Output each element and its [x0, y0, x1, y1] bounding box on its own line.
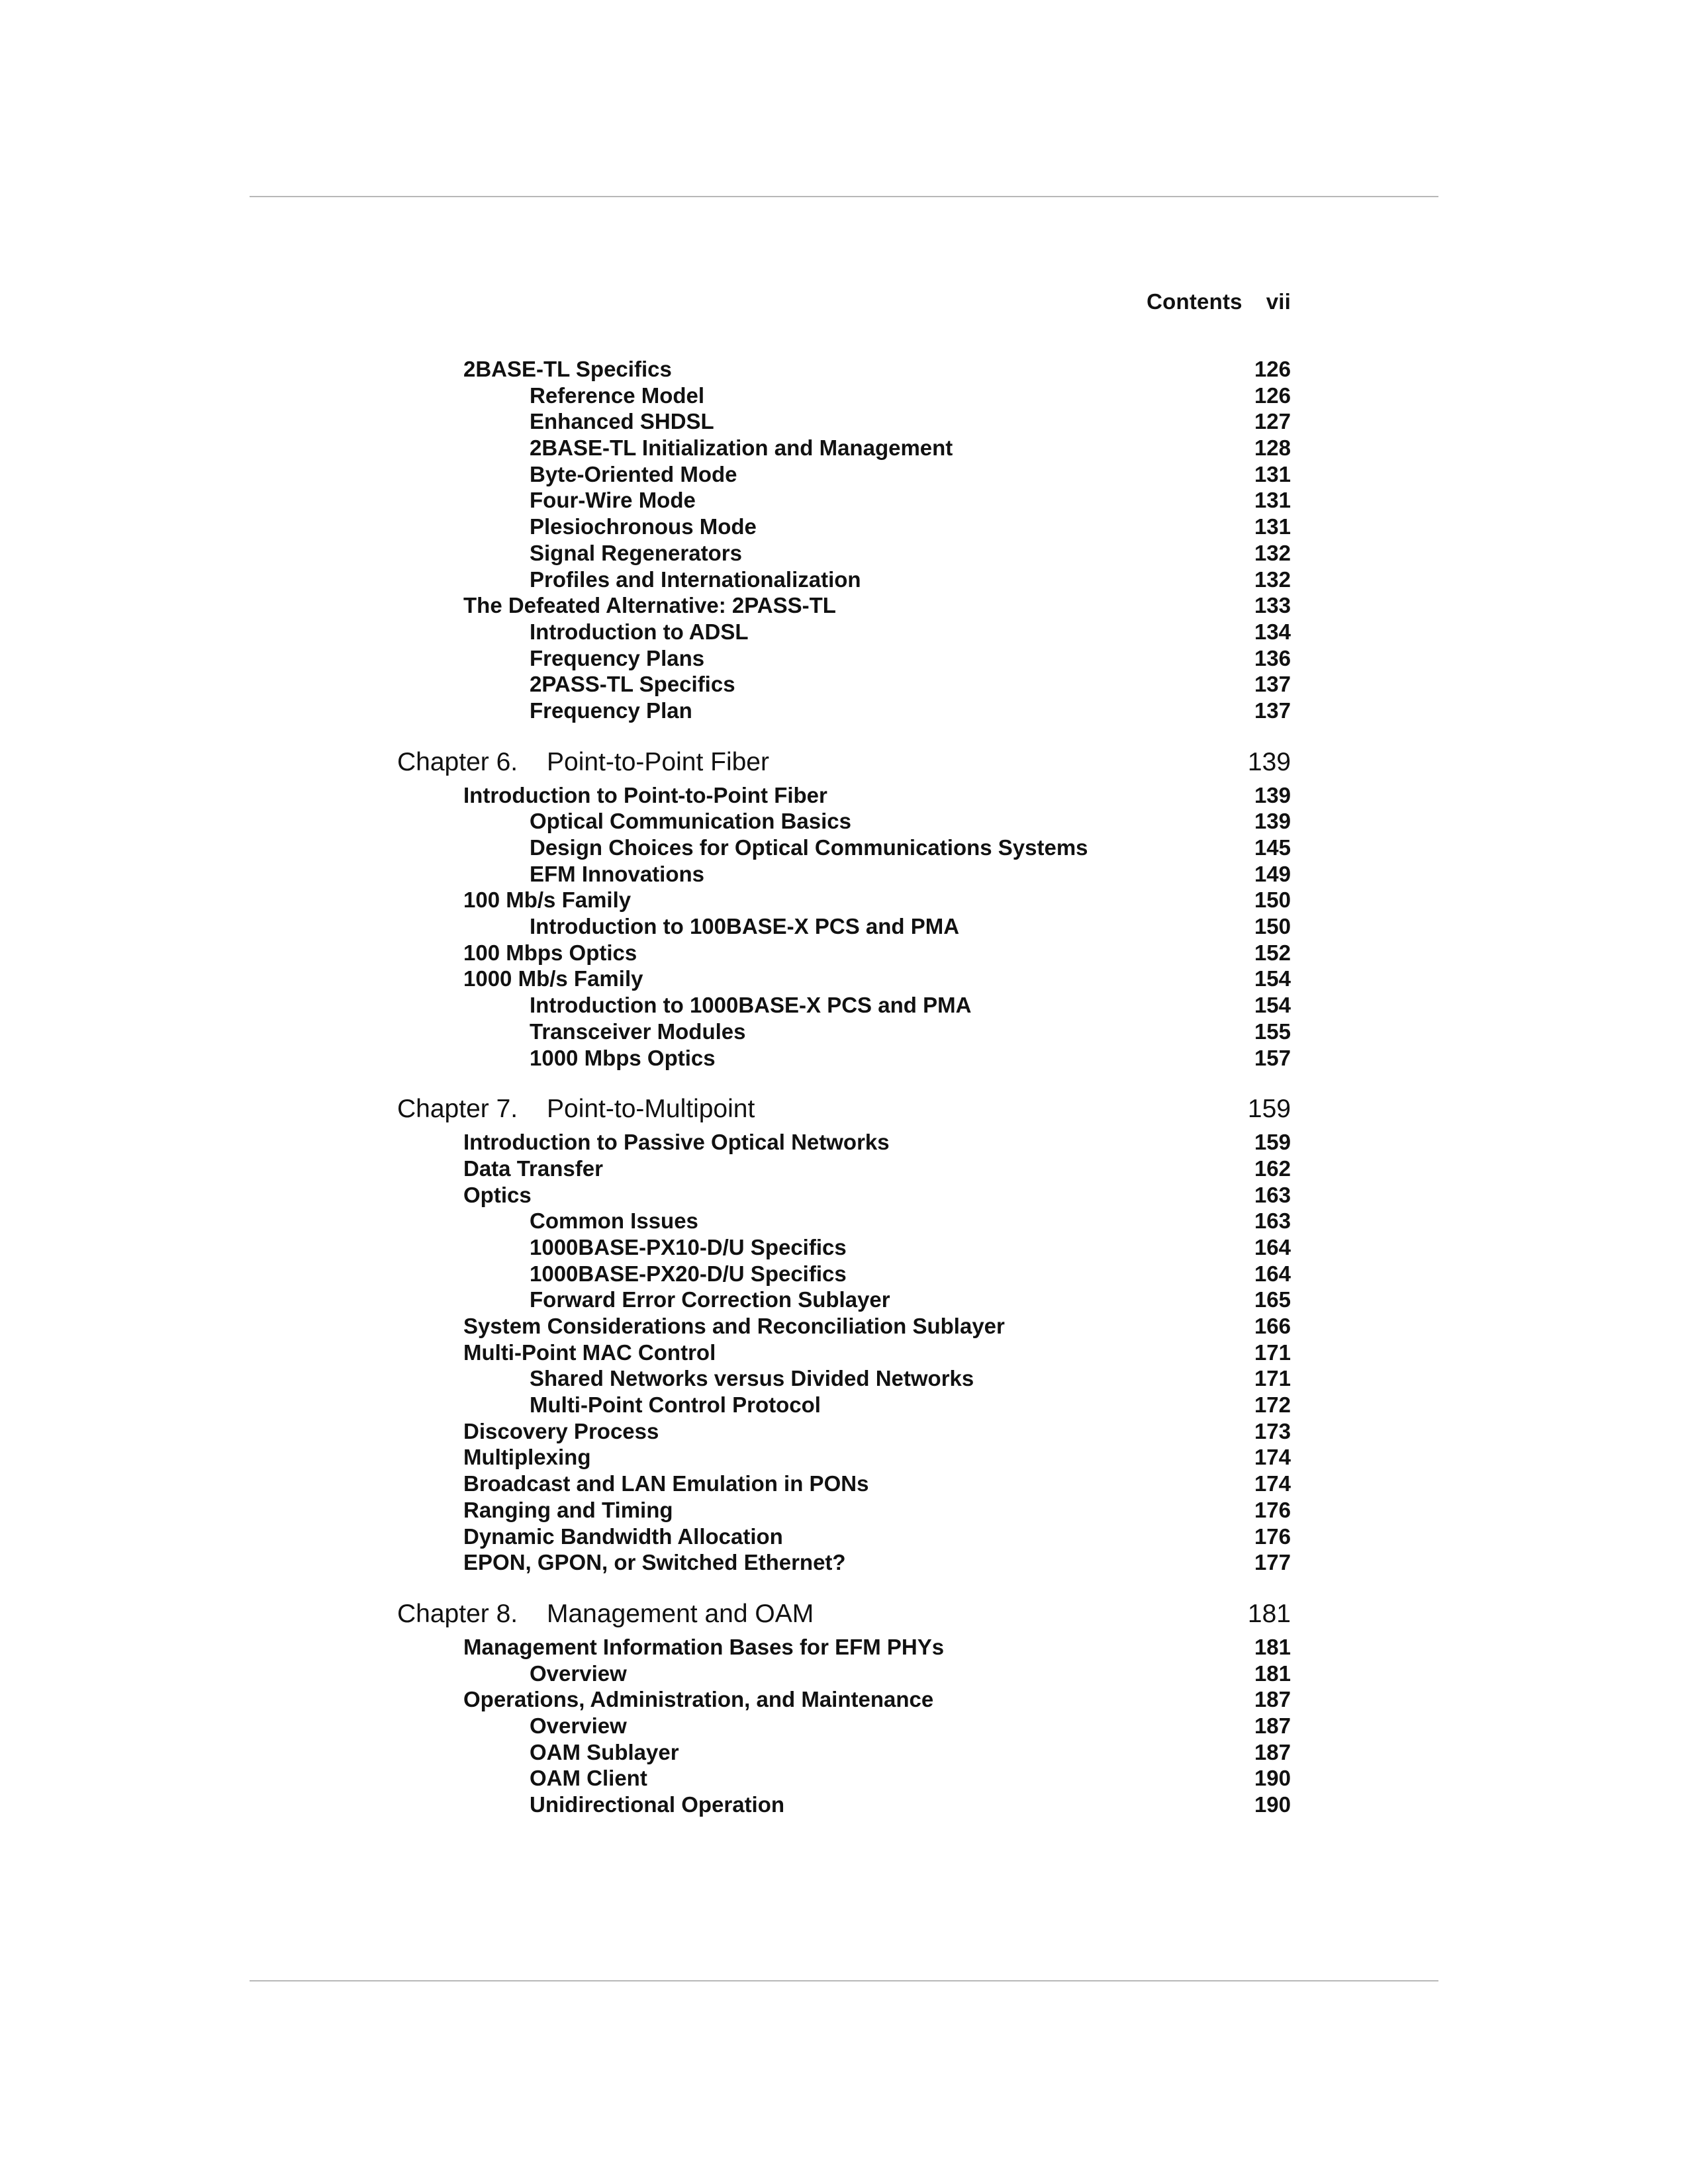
running-head-page-number: vii — [1266, 289, 1291, 314]
chapter-number: Chapter 8. — [397, 1599, 518, 1628]
toc-entry-title: Optics — [463, 1182, 532, 1207]
toc-entry-section[interactable] — [0, 1129, 1688, 1156]
toc-entry-title: Frequency Plans — [530, 645, 705, 670]
toc-entry-title: OAM Client — [530, 1766, 647, 1791]
top-rule — [250, 196, 1438, 197]
toc-entry-title: Four-Wire Mode — [530, 488, 696, 513]
toc-entry-page-number: 163 — [1254, 1208, 1291, 1234]
toc-entry-page-number: 177 — [1254, 1550, 1291, 1575]
toc-entry-page-number: 187 — [1254, 1739, 1291, 1764]
toc-entry-subsection[interactable] — [0, 808, 1688, 835]
toc-entry-title: Design Choices for Optical Communications Systems — [530, 835, 1088, 860]
toc-entry-section[interactable] — [0, 1634, 1688, 1661]
toc-entry-page-number: 132 — [1254, 540, 1291, 565]
toc-entry-subsection[interactable] — [0, 1208, 1688, 1234]
chapter-page-number: 159 — [1247, 1095, 1291, 1124]
toc-entry-page-number: 176 — [1254, 1497, 1291, 1522]
toc-entry-page-number: 133 — [1254, 593, 1291, 618]
table-of-contents — [0, 356, 1688, 1818]
chapter-page-number: 139 — [1247, 747, 1291, 776]
toc-entry-page-number: 187 — [1254, 1713, 1291, 1738]
toc-entry-page-number: 131 — [1254, 488, 1291, 513]
toc-entry-section[interactable] — [0, 966, 1688, 992]
toc-entry-title: EPON, GPON, or Switched Ethernet? — [463, 1550, 846, 1575]
chapter-heading[interactable] — [0, 1596, 1688, 1632]
toc-entry-page-number: 150 — [1254, 887, 1291, 913]
toc-entry-page-number: 145 — [1254, 835, 1291, 860]
toc-entry-subsection[interactable] — [0, 992, 1688, 1019]
toc-entry-page-number: 134 — [1254, 619, 1291, 644]
toc-entry-subsection[interactable] — [0, 1392, 1688, 1418]
toc-entry-title: Introduction to Point-to-Point Fiber — [463, 782, 827, 807]
toc-entry-title: Ranging and Timing — [463, 1497, 673, 1522]
toc-entry-page-number: 149 — [1254, 861, 1291, 886]
toc-entry-subsection[interactable] — [0, 1287, 1688, 1313]
toc-entry-subsection[interactable] — [0, 408, 1688, 435]
toc-entry-page-number: 176 — [1254, 1524, 1291, 1549]
toc-entry-subsection[interactable] — [0, 619, 1688, 645]
toc-entry-subsection[interactable] — [0, 1765, 1688, 1792]
toc-entry-title: 1000BASE-PX10-D/U Specifics — [530, 1234, 847, 1259]
toc-entry-section[interactable] — [0, 1340, 1688, 1366]
toc-entry-page-number: 171 — [1254, 1366, 1291, 1391]
toc-entry-title: Common Issues — [530, 1208, 698, 1234]
toc-entry-subsection[interactable] — [0, 698, 1688, 724]
toc-entry-page-number: 163 — [1254, 1182, 1291, 1207]
chapter-section — [0, 1091, 1688, 1576]
chapter-heading[interactable] — [0, 1091, 1688, 1127]
toc-entry-page-number: 157 — [1254, 1045, 1291, 1070]
toc-entry-page-number: 136 — [1254, 645, 1291, 670]
toc-entry-section[interactable] — [0, 887, 1688, 913]
continued-section — [0, 356, 1688, 724]
toc-entry-page-number: 131 — [1254, 461, 1291, 486]
toc-entry-title: Discovery Process — [463, 1418, 659, 1443]
toc-entry-page-number: 165 — [1254, 1287, 1291, 1312]
toc-entry-page-number: 139 — [1254, 782, 1291, 807]
toc-entry-title: Plesiochronous Mode — [530, 514, 757, 539]
toc-entry-title: Broadcast and LAN Emulation in PONs — [463, 1471, 869, 1496]
toc-entry-title: Frequency Plan — [530, 698, 692, 723]
toc-entry-page-number: 154 — [1254, 993, 1291, 1018]
toc-entry-title: 2BASE-TL Specifics — [463, 357, 672, 381]
toc-entry-title: Introduction to Passive Optical Networks — [463, 1130, 890, 1155]
toc-entry-title: Dynamic Bandwidth Allocation — [463, 1524, 783, 1549]
chapter-heading[interactable] — [0, 745, 1688, 780]
toc-entry-title: The Defeated Alternative: 2PASS-TL — [463, 593, 836, 618]
chapter-title: Management and OAM — [547, 1599, 814, 1628]
toc-entry-subsection[interactable] — [0, 1045, 1688, 1071]
toc-entry-page-number: 164 — [1254, 1234, 1291, 1259]
bottom-rule — [250, 1980, 1438, 1981]
toc-entry-title: Data Transfer — [463, 1156, 603, 1181]
toc-entry-title: 2PASS-TL Specifics — [530, 672, 735, 697]
toc-entry-title: System Considerations and Reconciliation Sublayer — [463, 1314, 1005, 1338]
toc-entry-title: Overview — [530, 1713, 627, 1738]
toc-entry-section[interactable] — [0, 1313, 1688, 1340]
running-head-label: Contents — [1147, 289, 1243, 314]
toc-entry-page-number: 139 — [1254, 809, 1291, 834]
toc-entry-title: Introduction to ADSL — [530, 619, 749, 644]
toc-entry-subsection[interactable] — [0, 835, 1688, 861]
toc-entry-section[interactable] — [0, 940, 1688, 966]
running-head — [1147, 289, 1291, 314]
toc-entry-title: Profiles and Internationalization — [530, 567, 861, 592]
toc-entry-page-number: 137 — [1254, 698, 1291, 723]
toc-entry-subsection[interactable] — [0, 514, 1688, 540]
toc-entry-title: EFM Innovations — [530, 861, 704, 886]
toc-entry-title: 100 Mbps Optics — [463, 940, 637, 965]
toc-entry-title: Transceiver Modules — [530, 1019, 746, 1044]
toc-entry-section[interactable] — [0, 1418, 1688, 1445]
toc-entry-section[interactable] — [0, 356, 1688, 383]
toc-entry-subsection[interactable] — [0, 461, 1688, 488]
toc-entry-page-number: 137 — [1254, 672, 1291, 697]
toc-entry-subsection[interactable] — [0, 1365, 1688, 1392]
toc-entry-subsection[interactable] — [0, 645, 1688, 672]
toc-entry-section[interactable] — [0, 1549, 1688, 1576]
toc-entry-section[interactable] — [0, 1497, 1688, 1524]
toc-entry-page-number: 190 — [1254, 1792, 1291, 1817]
toc-entry-page-number: 174 — [1254, 1445, 1291, 1470]
chapter-section — [0, 1596, 1688, 1818]
toc-entry-subsection[interactable] — [0, 1019, 1688, 1045]
toc-entry-page-number: 126 — [1254, 357, 1291, 381]
toc-entry-page-number: 126 — [1254, 383, 1291, 408]
toc-entry-page-number: 162 — [1254, 1156, 1291, 1181]
toc-entry-subsection[interactable] — [0, 1261, 1688, 1287]
toc-entry-page-number: 159 — [1254, 1130, 1291, 1155]
toc-entry-page-number: 171 — [1254, 1340, 1291, 1365]
toc-entry-section[interactable] — [0, 1156, 1688, 1182]
toc-entry-title: Enhanced SHDSL — [530, 409, 714, 434]
toc-entry-title: Byte-Oriented Mode — [530, 461, 737, 486]
toc-entry-title: Shared Networks versus Divided Networks — [530, 1366, 974, 1391]
chapter-section — [0, 745, 1688, 1071]
toc-entry-subsection[interactable] — [0, 1792, 1688, 1818]
toc-entry-title: OAM Sublayer — [530, 1739, 679, 1764]
toc-entry-page-number: 127 — [1254, 409, 1291, 434]
toc-entry-title: Optical Communication Basics — [530, 809, 851, 834]
toc-entry-title: Signal Regenerators — [530, 540, 742, 565]
toc-entry-title: Introduction to 100BASE-X PCS and PMA — [530, 914, 960, 939]
toc-entry-subsection[interactable] — [0, 1739, 1688, 1766]
chapter-title: Point-to-Multipoint — [547, 1095, 755, 1124]
toc-entry-page-number: 152 — [1254, 940, 1291, 965]
toc-entry-title: 1000 Mbps Optics — [530, 1045, 716, 1070]
chapter-title: Point-to-Point Fiber — [547, 747, 769, 776]
toc-entry-subsection[interactable] — [0, 1661, 1688, 1687]
toc-entry-title: Operations, Administration, and Maintenance — [463, 1687, 934, 1712]
toc-entry-title: 2BASE-TL Initialization and Management — [530, 435, 953, 461]
toc-entry-title: 1000BASE-PX20-D/U Specifics — [530, 1261, 847, 1286]
toc-entry-title: Multi-Point Control Protocol — [530, 1392, 821, 1418]
toc-entry-title: Introduction to 1000BASE-X PCS and PMA — [530, 993, 972, 1018]
toc-entry-section[interactable] — [0, 1686, 1688, 1713]
toc-entry-title: 1000 Mb/s Family — [463, 966, 643, 991]
toc-entry-section[interactable] — [0, 1444, 1688, 1471]
toc-entry-subsection[interactable] — [0, 435, 1688, 461]
toc-entry-page-number: 172 — [1254, 1392, 1291, 1418]
toc-entry-page-number: 154 — [1254, 966, 1291, 991]
toc-entry-page-number: 155 — [1254, 1019, 1291, 1044]
toc-entry-subsection[interactable] — [0, 383, 1688, 409]
toc-entry-title: Overview — [530, 1661, 627, 1686]
toc-entry-section[interactable] — [0, 782, 1688, 809]
toc-entry-page-number: 132 — [1254, 567, 1291, 592]
toc-entry-title: Forward Error Correction Sublayer — [530, 1287, 890, 1312]
toc-entry-section[interactable] — [0, 1182, 1688, 1208]
toc-entry-page-number: 150 — [1254, 914, 1291, 939]
chapter-number: Chapter 6. — [397, 747, 518, 776]
toc-entry-subsection[interactable] — [0, 567, 1688, 593]
toc-entry-subsection[interactable] — [0, 1234, 1688, 1261]
toc-entry-page-number: 174 — [1254, 1471, 1291, 1496]
toc-entry-title: Management Information Bases for EFM PHYs — [463, 1634, 945, 1659]
toc-entry-title: Unidirectional Operation — [530, 1792, 785, 1817]
toc-entry-page-number: 190 — [1254, 1766, 1291, 1791]
toc-entry-subsection[interactable] — [0, 913, 1688, 940]
toc-entry-page-number: 181 — [1254, 1661, 1291, 1686]
chapter-number: Chapter 7. — [397, 1095, 518, 1124]
toc-entry-title: Multiplexing — [463, 1445, 591, 1470]
toc-entry-title: Reference Model — [530, 383, 705, 408]
toc-entry-subsection[interactable] — [0, 487, 1688, 514]
toc-entry-page-number: 173 — [1254, 1418, 1291, 1443]
toc-entry-title: Multi-Point MAC Control — [463, 1340, 716, 1365]
toc-entry-section[interactable] — [0, 1471, 1688, 1497]
chapter-page-number: 181 — [1247, 1599, 1291, 1628]
toc-entry-subsection[interactable] — [0, 861, 1688, 887]
toc-entry-subsection[interactable] — [0, 1713, 1688, 1739]
toc-entry-page-number: 164 — [1254, 1261, 1291, 1286]
toc-entry-section[interactable] — [0, 1524, 1688, 1550]
toc-entry-page-number: 166 — [1254, 1314, 1291, 1338]
toc-entry-page-number: 187 — [1254, 1687, 1291, 1712]
toc-entry-page-number: 131 — [1254, 514, 1291, 539]
toc-entry-subsection[interactable] — [0, 540, 1688, 567]
toc-entry-page-number: 181 — [1254, 1634, 1291, 1659]
toc-entry-title: 100 Mb/s Family — [463, 887, 632, 913]
toc-entry-subsection[interactable] — [0, 671, 1688, 698]
toc-entry-section[interactable] — [0, 592, 1688, 619]
toc-entry-page-number: 128 — [1254, 435, 1291, 461]
